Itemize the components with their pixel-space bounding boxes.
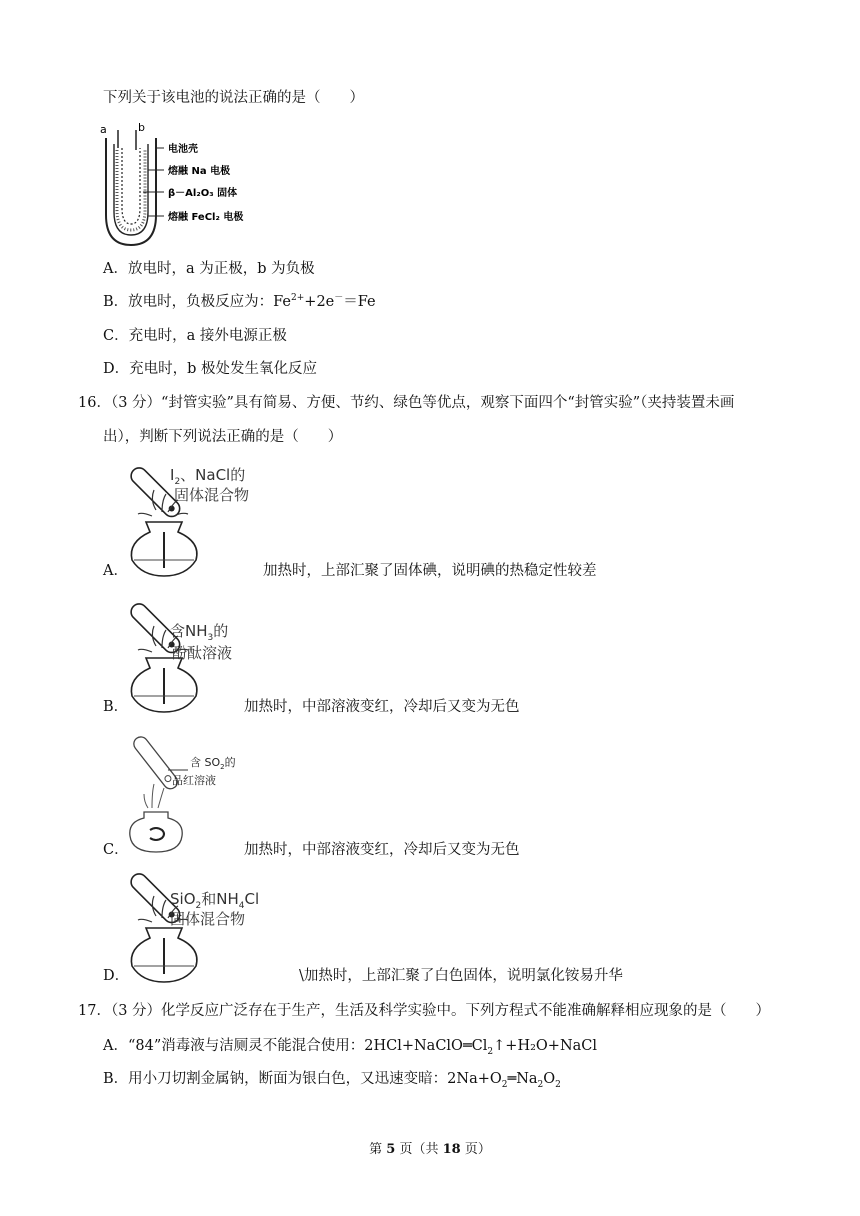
q16-option-c-letter: C． (103, 842, 129, 858)
svg-text:I2、NaCl的: $I_2$、NaCl的 (170, 466, 246, 487)
page-total: 18 (442, 1142, 461, 1157)
q17-option-b: B．用小刀切割金属钠，断面为银白色，又迅速变暗：$2Na+O_2═Na_2O_2$ (103, 1071, 561, 1090)
svg-text:酚酞溶液: 酚酞溶液 (172, 644, 233, 662)
electrode-b-label: b (138, 121, 145, 134)
svg-text:含NH3的: 含$NH_3$的 (170, 622, 229, 643)
page-number: 5 (386, 1142, 396, 1157)
sealed-tube-apparatus-a (126, 460, 276, 578)
q16-stem-line2: 出），判断下列说法正确的是（ ） (103, 429, 343, 445)
q15-option-d: D．充电时，b 极处发生氧化反应 (103, 361, 318, 377)
q16-option-c-text: 加热时，中部溶液变红，冷却后又变为无色 (244, 842, 520, 858)
svg-text:固体混合物: 固体混合物 (174, 486, 250, 504)
q15-option-b: B．放电时，负极反应为：$Fe^{2+}+2e^-=Fe$ (103, 293, 376, 310)
q16-option-d-text: \加热时，上部汇聚了白色固体，说明氯化铵易升华 (299, 968, 623, 984)
q15-option-c: C．充电时，a 接外电源正极 (103, 328, 287, 344)
sealed-tube-apparatus-c (128, 726, 268, 856)
callout-shell: 电池壳 (168, 144, 198, 155)
q16-option-a-text: 加热时，上部汇聚了固体碘，说明碘的热稳定性较差 (263, 563, 597, 579)
svg-text:含 SO2的: 含 $SO_2$的 (190, 756, 236, 771)
q15-option-a: A．放电时，a 为正极，b 为负极 (103, 261, 315, 277)
battery-diagram (98, 120, 298, 250)
q16-option-d-letter: D． (103, 968, 130, 984)
q16-option-b-letter: B． (103, 699, 129, 715)
svg-text:品红溶液: 品红溶液 (172, 774, 216, 787)
electrode-a-label: a (100, 123, 107, 136)
q15-stem: 下列关于该电池的说法正确的是（ ） (103, 90, 364, 106)
callout-fecl2-electrode: 熔融 FeCl₂ 电极 (168, 212, 244, 223)
q16-stem-line1: 16．（3 分）“封管实验”具有简易、方便、节约、绿色等优点，观察下面四个“封管实验”（夹持装置未画 (78, 395, 735, 411)
q17-option-a: A．“84”消毒液与洁厕灵不能混合使用：$2HCl+NaClO═Cl_2↑+H_2O+NaCl$ (103, 1038, 598, 1057)
svg-text:SiO2和NH4Cl: SiO$_2$和$NH_4Cl$ (170, 890, 260, 911)
sealed-tube-apparatus-d (126, 866, 276, 984)
svg-text:固体混合物: 固体混合物 (170, 910, 246, 928)
callout-na-electrode: 熔融 Na 电极 (168, 166, 231, 177)
q16-option-b-text: 加热时，中部溶液变红，冷却后又变为无色 (244, 699, 520, 715)
q16-option-a-letter: A． (103, 563, 128, 579)
callout-al2o3: β－Al₂O₃ 固体 (168, 188, 238, 199)
page-footer: 第 5 页（共 18 页） (369, 1142, 491, 1157)
q17-stem: 17．（3 分）化学反应广泛存在于生产，生活及科学实验中。下列方程式不能准确解释相应现象的是（ ） (78, 1003, 771, 1019)
